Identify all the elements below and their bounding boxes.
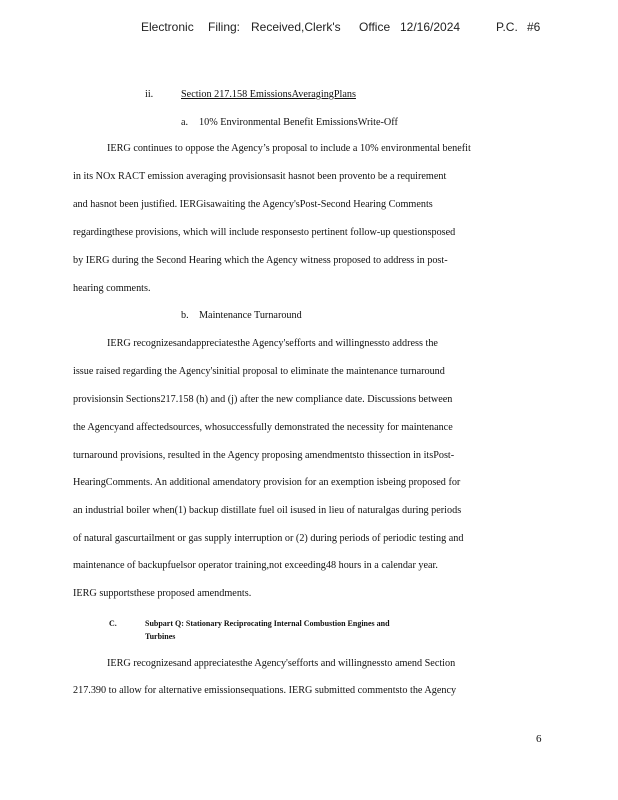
section-c-label: C.: [109, 619, 117, 628]
header-received: Received,Clerk's: [251, 20, 341, 34]
para-a-line: hearing comments.: [73, 283, 151, 294]
para-c-line: 217.390 to allow for alternative emissionsequations. IERG submitted commentsto the Agency: [73, 685, 457, 696]
para-a-line: IERG continues to oppose the Agency’s proposal to include a 10% environmental benefit: [107, 143, 471, 154]
header-office: Office: [359, 20, 391, 34]
section-c-title: Subpart Q: Stationary Reciprocating Internal Combustion Engines and: [145, 619, 390, 628]
para-a-line: and hasnot been justified. IERGisawaiting the Agency'sPost-Second Hearing Comments: [73, 199, 433, 210]
section-ii-number: ii.: [145, 89, 154, 100]
header-pc: P.C.: [496, 20, 518, 34]
section-ii-title: Section 217.158 EmissionsAveragingPlans: [181, 89, 356, 100]
para-b-line: of natural gascurtailment or gas supply interruption or (2) during periods of periodic testing and: [73, 533, 464, 544]
para-a-line: in its NOx RACT emission averaging provisionsasit hasnot been provento be a requirement: [73, 171, 447, 182]
subsection-b-title: Maintenance Turnaround: [199, 310, 302, 321]
header-pc-number: #6: [527, 20, 541, 34]
para-c-line: IERG recognizesand appreciatesthe Agency'sefforts and willingnessto amend Section: [107, 658, 456, 669]
para-a-line: by IERG during the Second Hearing which the Agency witness proposed to address in post-: [73, 255, 448, 266]
header-date: 12/16/2024: [400, 20, 461, 34]
header-filing: Filing:: [208, 20, 241, 34]
para-b-line: IERG recognizesandappreciatesthe Agency'sefforts and willingnessto address the: [107, 338, 438, 349]
page-number: 6: [536, 733, 542, 745]
para-b-line: the Agencyand affectedsources, whosuccessfully demonstrated the necessity for maintenance: [73, 422, 453, 433]
subsection-a-title: 10% Environmental Benefit EmissionsWrite-Off: [199, 117, 398, 128]
subsection-a-label: a.: [181, 117, 189, 128]
para-b-line: provisionsin Sections217.158 (h) and (j) after the new compliance date. Discussions between: [73, 394, 453, 405]
subsection-b-label: b.: [181, 310, 189, 321]
para-b-line: HearingComments. An additional amendatory provision for an exemption isbeing proposed for: [73, 477, 461, 488]
para-b-line: issue raised regarding the Agency'sinitial proposal to eliminate the maintenance turnaround: [73, 366, 445, 377]
section-c-title-continued: Turbines: [145, 632, 176, 641]
header-electronic: Electronic: [141, 20, 194, 34]
para-b-line: an industrial boiler when(1) backup distillate fuel oil isused in lieu of naturalgas during periods: [73, 505, 462, 516]
para-b-line: IERG supportsthese proposed amendments.: [73, 588, 252, 599]
para-b-line: turnaround provisions, resulted in the Agency proposing amendmentsto thissection in itsPost-: [73, 450, 455, 461]
para-a-line: regardingthese provisions, which will include responsesto pertinent follow-up questionsposed: [73, 227, 456, 238]
para-b-line: maintenance of backupfuelsor operator training,not exceeding48 hours in a calendar year.: [73, 560, 438, 571]
